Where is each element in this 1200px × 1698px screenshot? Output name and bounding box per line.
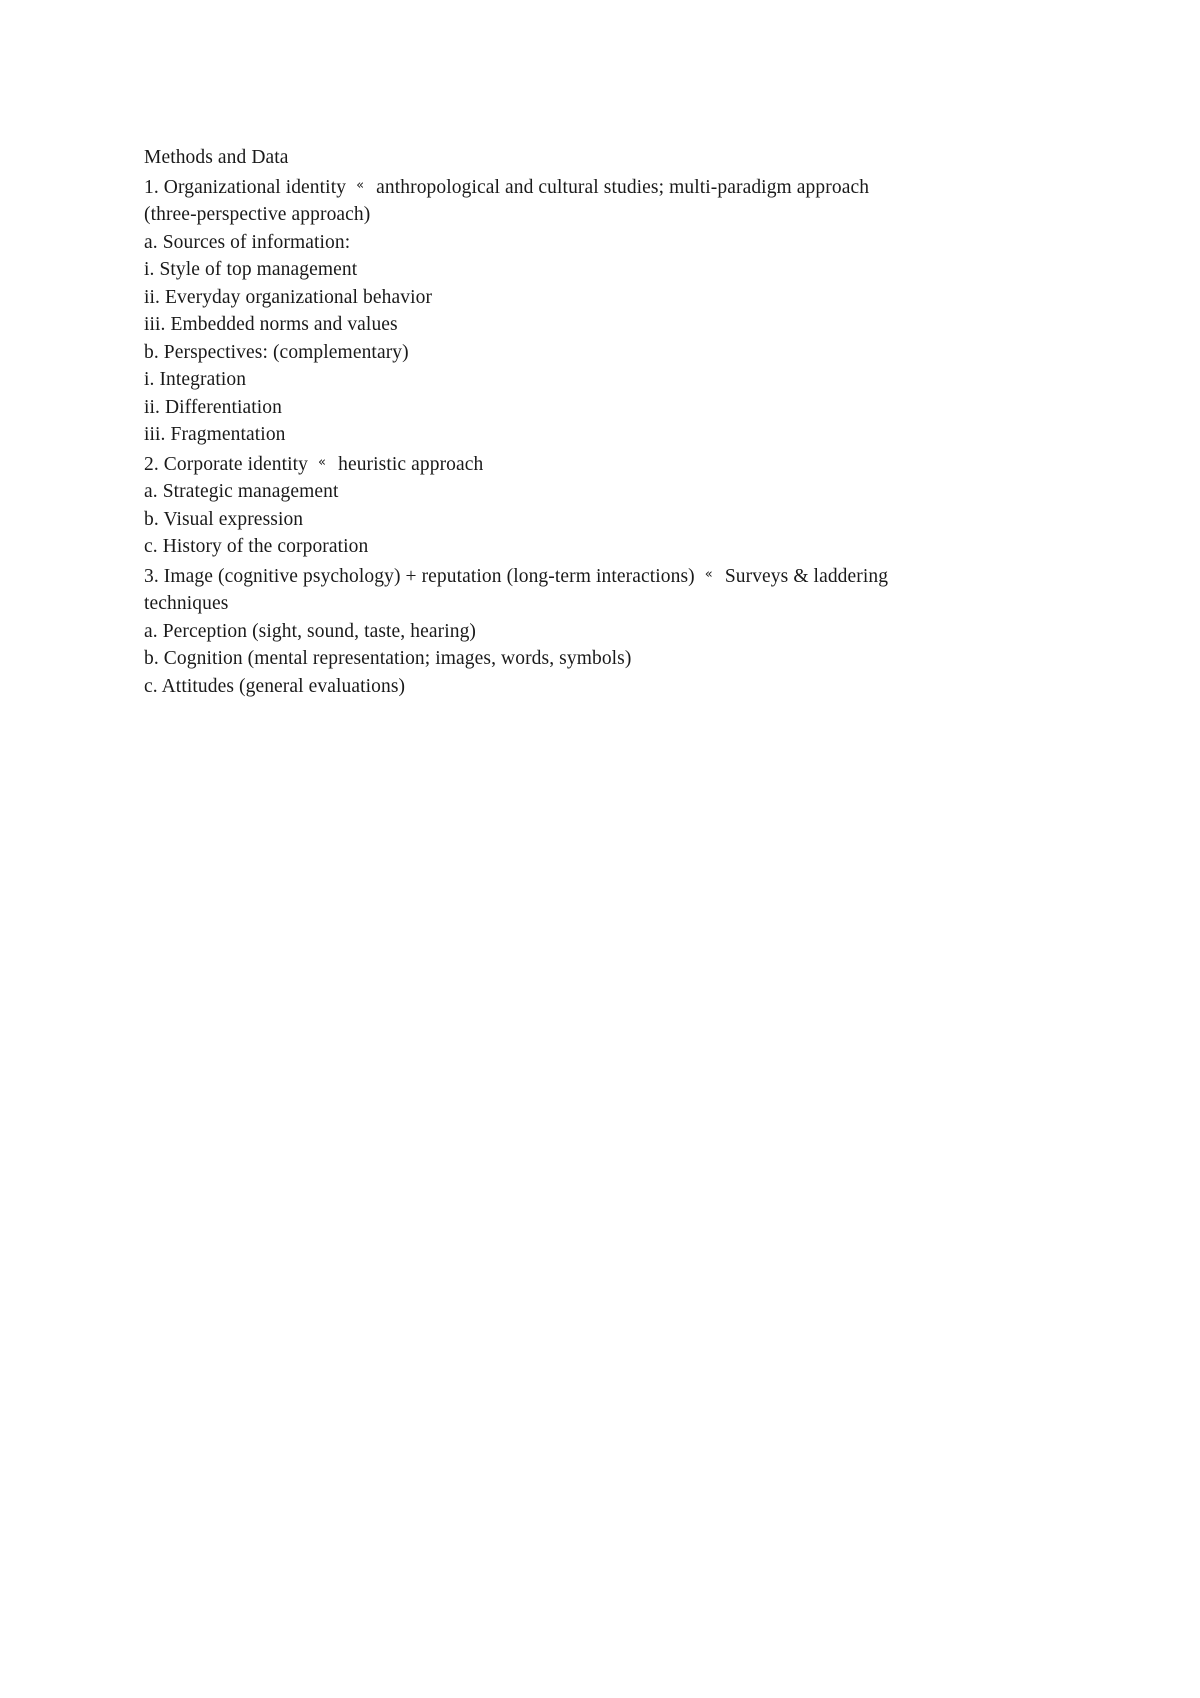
item-1-method: anthropological and cultural studies; multi-paradigm approach — [376, 176, 870, 198]
item-1a-i: i. Style of top management — [144, 259, 358, 280]
item-3a: a. Perception (sight, sound, taste, hearing) — [144, 620, 477, 642]
item-3b: b. Cognition (mental representation; images, words, symbols) — [144, 648, 632, 669]
item-2a: a. Strategic management — [144, 481, 339, 502]
arrow-icon: « — [356, 177, 365, 193]
document-body — [144, 144, 1044, 700]
item-3 — [144, 561, 1044, 591]
arrow-icon: « — [704, 566, 713, 582]
item-3-method: Surveys & laddering — [724, 565, 889, 587]
item-2c: c. History of the corporation — [144, 536, 369, 557]
item-1b-iii: iii. Fragmentation — [144, 424, 286, 445]
item-2b: b. Visual expression — [144, 508, 304, 530]
item-2-label: 2. Corporate identity — [144, 453, 309, 475]
item-3-continuation: techniques — [144, 593, 229, 614]
document-title: Methods and Data — [144, 147, 289, 168]
item-1a-ii: ii. Everyday organizational behavior — [144, 286, 433, 308]
arrow-icon: « — [318, 454, 327, 470]
item-1 — [144, 172, 1044, 202]
item-1-label: 1. Organizational identity — [144, 176, 347, 198]
item-1-continuation: (three-perspective approach) — [144, 204, 371, 225]
item-3-label: 3. Image (cognitive psychology) + reputation (long-term interactions) — [144, 565, 695, 587]
item-2-method: heuristic approach — [338, 453, 484, 475]
item-1b-i: i. Integration — [144, 369, 247, 390]
item-1a-iii: iii. Embedded norms and values — [144, 314, 398, 335]
item-2 — [144, 449, 1044, 479]
item-1b: b. Perspectives: (complementary) — [144, 341, 409, 363]
item-3c: c. Attitudes (general evaluations) — [144, 675, 406, 697]
item-1b-ii: ii. Differentiation — [144, 396, 282, 418]
item-1a: a. Sources of information: — [144, 231, 351, 253]
